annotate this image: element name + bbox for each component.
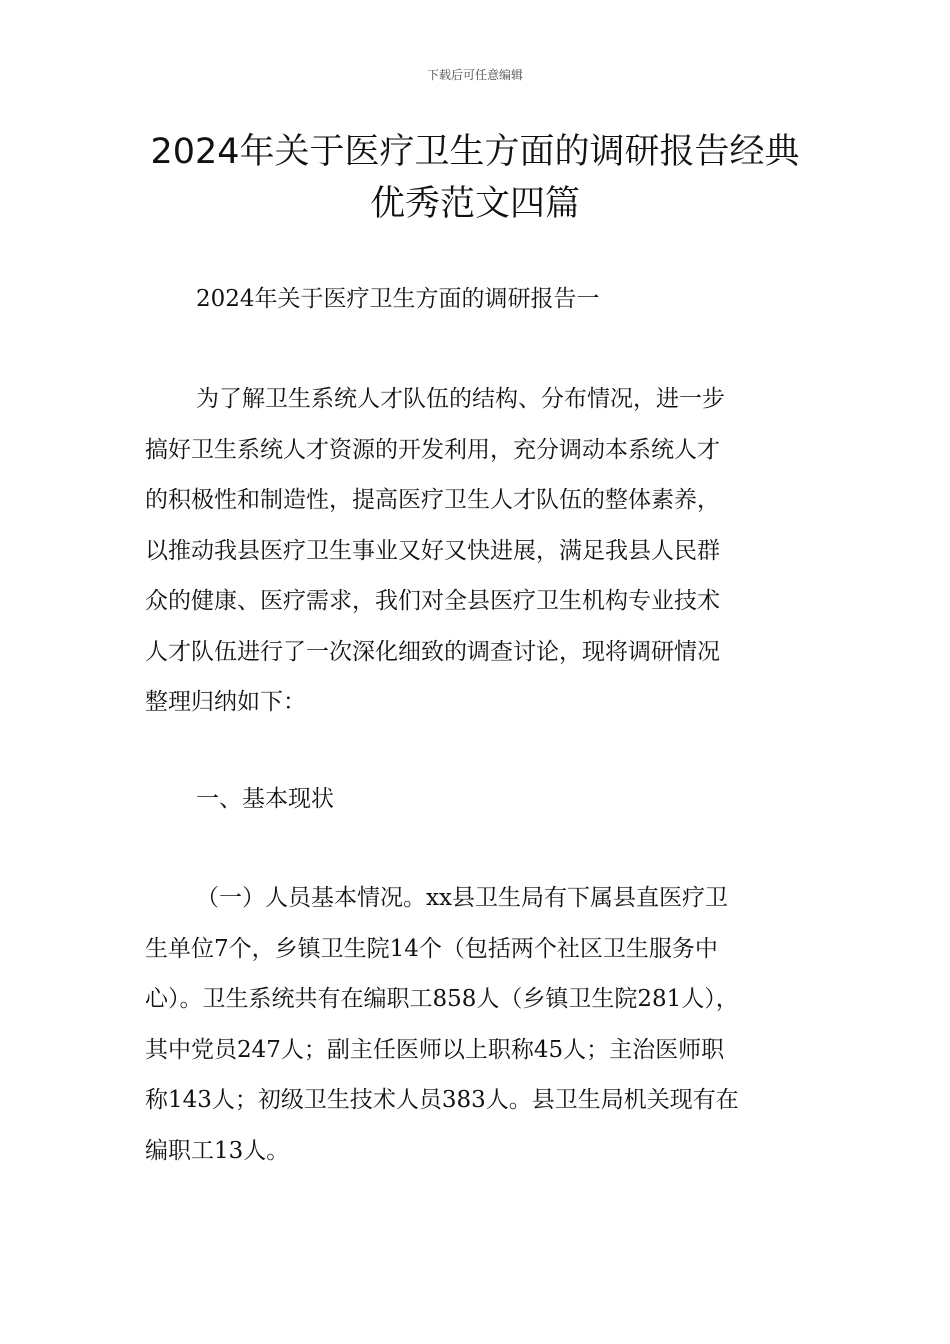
paragraph-line: 以推动我县医疗卫生事业又好又快进展，满足我县人民群 xyxy=(145,537,720,564)
paragraph-line: 生单位7个，乡镇卫生院14个（包括两个社区卫生服务中 xyxy=(145,935,718,962)
title-line-1: 2024年关于医疗卫生方面的调研报告经典 xyxy=(150,132,800,172)
section-heading: 一、基本现状 xyxy=(196,786,334,812)
document-title xyxy=(100,126,850,230)
paragraph-line: 整理归纳如下： xyxy=(145,689,306,715)
title-line-2: 优秀范文四篇 xyxy=(369,184,580,224)
paragraph-line: 编职工13人。 xyxy=(145,1137,290,1164)
paragraph-line: 心）。卫生系统共有在编职工858人（乡镇卫生院281人）， xyxy=(145,986,739,1012)
header-note: 下载后可任意编辑 xyxy=(426,68,523,82)
intro-paragraph xyxy=(145,374,817,728)
paragraph-line: 的积极性和制造性，提高医疗卫生人才队伍的整体素养， xyxy=(145,487,720,513)
section-paragraph xyxy=(145,873,817,1176)
paragraph-line: 为了解卫生系统人才队伍的结构、分布情况，进一步 xyxy=(196,386,725,412)
paragraph-line: 人才队伍进行了一次深化细致的调查讨论，现将调研情况 xyxy=(145,638,720,665)
paragraph-line: 其中党员247人；副主任医师以上职称45人；主治医师职 xyxy=(145,1036,725,1063)
report-subtitle: 2024年关于医疗卫生方面的调研报告一 xyxy=(196,286,600,312)
paragraph-line: 搞好卫生系统人才资源的开发利用，充分调动本系统人才 xyxy=(145,436,720,463)
paragraph-line: 称143人；初级卫生技术人员383人。县卫生局机关现有在 xyxy=(145,1087,739,1113)
paragraph-line: 众的健康、医疗需求，我们对全县医疗卫生机构专业技术 xyxy=(145,588,720,614)
paragraph-line: （一）人员基本情况。xx县卫生局有下属县直医疗卫 xyxy=(196,885,728,911)
